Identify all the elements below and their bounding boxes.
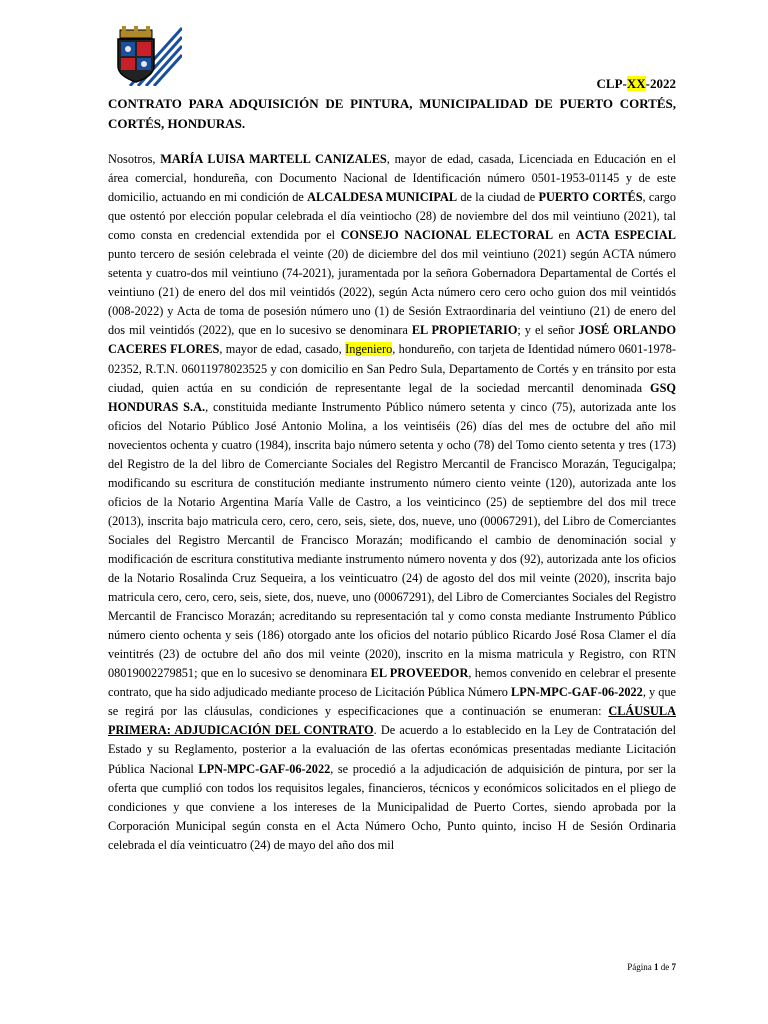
code-suffix: -2022 [645, 76, 676, 91]
body-text: , y que se regirá por las cláusulas, condiciones y especificaciones que a continuación se enumeran: [108, 685, 676, 719]
owner-role: ALCALDESA MUNICIPAL [307, 190, 458, 205]
body-text: , hondureño, con tarjeta de Identidad número 0601-1978-02352, R.T.N. 06011978023525 y con domicilio en San Pedro Sula, Departamento de Cortés y en tránsito por esta ciudad, quien actúa en su condición de representante legal de la sociedad mercantil denominada [108, 342, 677, 395]
body-text: , mayor de edad, casado, [219, 342, 346, 357]
contract-body [108, 150, 676, 855]
tender-number: LPN-MPC-GAF-06-2022 [511, 685, 643, 700]
body-text: en [553, 228, 576, 243]
code-highlight: XX [626, 76, 646, 91]
city-name: PUERTO CORTÉS [538, 190, 643, 205]
body-text: , cargo que ostentó por elección popular celebrada el día veintiocho (28) de noviembre del dos mil veintiuno (2021), tal como consta en credencial extendida por el [108, 190, 676, 243]
owner-name: MARÍA LUISA MARTELL CANIZALES [160, 152, 387, 166]
contract-title: CONTRATO PARA ADQUISICIÓN DE PINTURA, MUNICIPALIDAD DE PUERTO CORTÉS, CORTÉS, HONDURAS. [108, 96, 676, 131]
clause-heading: CLÁUSULA PRIMERA: [108, 704, 676, 738]
special-act: ACTA ESPECIAL [575, 228, 676, 243]
body-text: de la ciudad de [457, 190, 539, 205]
company-name: GSQ HONDURAS S.A. [108, 380, 676, 414]
body-text: , hemos convenido en celebrar el presente contrato, que ha sido adjudicado mediante proceso de Licitación Pública Número [108, 666, 676, 700]
current-page: 1 [654, 962, 659, 972]
total-pages: 7 [671, 962, 676, 972]
body-text: punto tercero de sesión celebrada el veinte (20) de diciembre del dos mil veintiuno (2021) según ACTA número setenta y cuatro-dos mil veintiuno (74-2021), juramentada por la señora Gobernadora Departamental de Cortés el veintiuno (21) de enero del dos mil veintidós (2022), según Acta número cero cero ocho guion dos mil veintidós (008-2022) y Acta de toma de posesión número uno (1) de Sesión Extraordinaria del veintiuno (21) de enero del dos mil veintidós (2022), que en lo sucesivo se denominara [108, 247, 676, 338]
body-text: , mayor de edad, casada, Licenciada en Educación en el área comercial, hondureña, con Documento Nacional de Identificación número 0501-1953-01145 y de este domicilio, actuando en mi condición de [108, 152, 676, 205]
page-label: Página [627, 962, 652, 972]
owner-designation: EL PROPIETARIO [411, 323, 518, 338]
tender-number: LPN-MPC-GAF-06-2022 [198, 761, 331, 776]
highlighted-profession: Ingeniero [345, 342, 393, 357]
page-number [627, 962, 676, 972]
body-text: , se procedió a la adjudicación de adquisición de pintura, por ser la oferta que cumplió con todos los requisitos legales, financieros, técnicos y económicos solicitados en el pliego de condiciones y que conviene a los intereses de la Municipalidad de Puerto Cortes, siendo aprobada por la Corporación Municipal según consta en el Acta Número Ocho, Punto quinto, inciso H de Sesión Ordinaria celebrada el día veinticuatro (24) de mayo del año dos mil [108, 761, 676, 852]
body-text: ; y el señor [517, 323, 579, 338]
contract-code [597, 76, 676, 92]
supplier-designation: EL PROVEEDOR [370, 666, 469, 681]
body-text: . De acuerdo a lo establecido en la Ley de Contratación del Estado y su Reglamento, posterior a la evaluación de las ofertas económicas presentadas mediante Licitación Pública Nacional [108, 723, 676, 776]
clause-title: ADJUDICACIÓN DEL CONTRATO [170, 723, 374, 738]
electoral-council: CONSEJO NACIONAL ELECTORAL [340, 228, 554, 243]
municipal-seal-icon [100, 26, 182, 86]
supplier-representative-name: JOSÉ ORLANDO CACERES FLORES [108, 323, 677, 357]
body-text: , constituida mediante Instrumento Público número setenta y cinco (75), autorizada ante los oficios del Notario Público José Antonio Molina, a los veintiséis (26) días del mes de octubre del año mil novecientos ochenta y cuatro (1984), inscrita bajo número setenta y ocho (78) del Tomo ciento setenta y tres (173) del Registro de la del libro de Comerciante Sociales del Registro Mercantil de Francisco Morazán, Tegucigalpa; modificando su escritura de constitución mediante instrumento número ciento veinte (120), autorizada ante los oficios de la Notario Argentina María Valle de Castro, a los veinticinco (25) de septiembre del dos mil trece (2013), inscrita bajo matricula cero, cero, cero, seis, siete, dos, nueve, uno (00067291), del Libro de Comerciantes Sociales del Registro Mercantil de Francisco Morazán; modificando el cambio de denominación social y modificación de escritura constitutiva mediante instrumento número noventa y dos (92), autorizada ante los oficios de la Notario Rosalinda Cruz Sequeira, a los veinticuatro (24) de agosto del dos mil veinte (2020), inscrita bajo matricula cero, cero, cero, seis, siete, dos, nueve, uno (00067291), del Libro de Comerciantes Sociales del Registro Mercantil de Francisco Morazán; acreditando su representación tal y como consta mediante Instrumento Público número ciento ochenta y seis (186) otorgado ante los oficios del notario público Ricardo José Rosa Clamer el día veintitrés (23) de octubre del año dos mil veinte (2020), inscrito en la misma matricula y Registro, con RTN 08019002279851; que en lo sucesivo se denominara [108, 399, 676, 681]
code-prefix: CLP- [596, 76, 627, 91]
of-label: de [660, 962, 670, 972]
body-text: Nosotros, [108, 152, 161, 166]
